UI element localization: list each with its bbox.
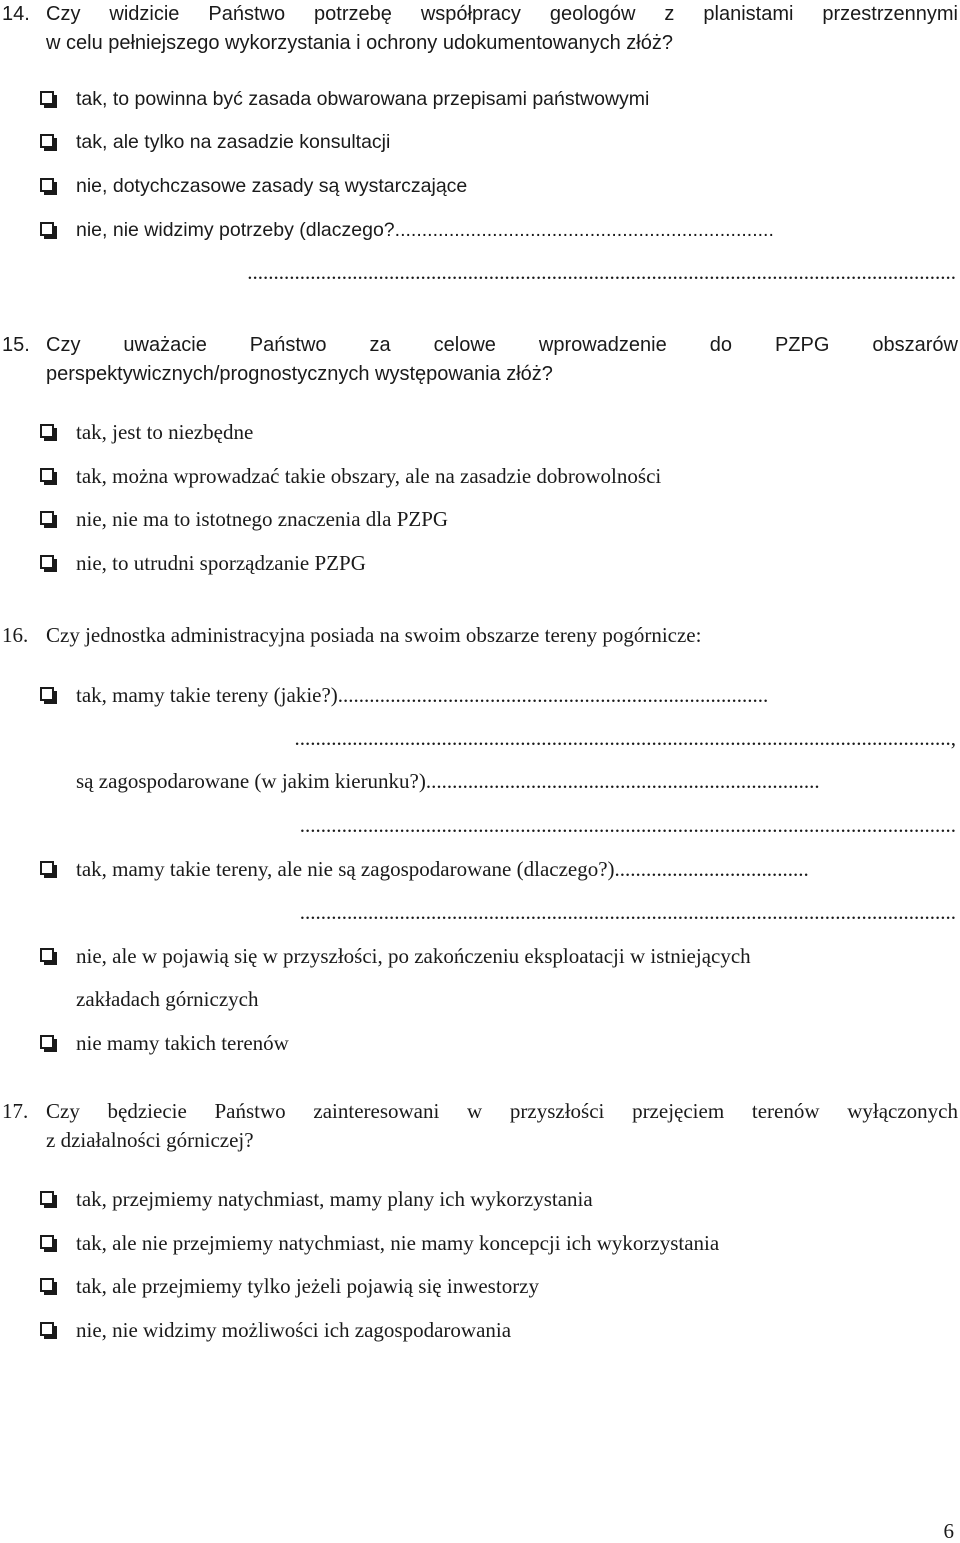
question-text-line: perspektywicznych/prognostycznych występowania złóż? xyxy=(46,363,553,385)
question-16 xyxy=(0,621,958,650)
question-text-line: Czy widzicie Państwo potrzebę współpracy geologów z planistami przestrzennymi xyxy=(46,3,958,25)
answer-dotted-line[interactable]: ............................................................................................................................., xyxy=(294,726,956,750)
option-label: zakładach górniczych xyxy=(76,987,259,1011)
option-label: nie, to utrudni sporządzanie PZPG xyxy=(76,551,366,575)
question-text-line: Czy będziecie Państwo zainteresowani w przyszłości przejęciem terenów wyłączonych xyxy=(46,1099,958,1123)
option-label: nie, nie ma to istotnego znaczenia dla PZPG xyxy=(76,507,449,531)
checkbox-icon[interactable] xyxy=(40,1278,54,1292)
option-subline xyxy=(40,767,956,796)
checkbox-icon[interactable] xyxy=(40,1191,54,1205)
option-label: tak, ale tylko na zasadzie konsultacji xyxy=(76,131,391,153)
question-number: 17. xyxy=(2,1099,29,1123)
checkbox-icon[interactable] xyxy=(40,511,54,525)
checkbox-icon[interactable] xyxy=(40,178,54,192)
option-checkbox[interactable] xyxy=(40,855,956,884)
option-checkbox[interactable] xyxy=(40,1272,956,1301)
option-label: są zagospodarowane (w jakim kierunku?)........................................................................... xyxy=(76,769,820,793)
option-label: nie, dotychczasowe zasady są wystarczające xyxy=(76,175,468,197)
option-label: nie mamy takich terenów xyxy=(76,1031,289,1055)
option-label: tak, mamy takie tereny, ale nie są zagospodarowane (dlaczego?)..................................... xyxy=(76,857,809,881)
option-label: nie, nie widzimy możliwości ich zagospodarowania xyxy=(76,1318,512,1342)
option-checkbox[interactable] xyxy=(40,681,956,710)
question-15 xyxy=(0,331,958,389)
answer-dotted-line[interactable]: ....................................................................................................................................... xyxy=(247,260,956,284)
checkbox-icon[interactable] xyxy=(40,555,54,569)
question-number: 14. xyxy=(2,3,30,25)
checkbox-icon[interactable] xyxy=(40,134,54,148)
option-label: tak, to powinna być zasada obwarowana przepisami państwowymi xyxy=(76,88,650,110)
question-text-line: w celu pełniejszego wykorzystania i ochrony udokumentowanych złóż? xyxy=(46,32,673,54)
question-17 xyxy=(0,1097,958,1155)
option-label: tak, ale nie przejmiemy natychmiast, nie mamy koncepcji ich wykorzystania xyxy=(76,1231,720,1255)
question-text-line: Czy jednostka administracyjna posiada na swoim obszarze tereny pogórnicze: xyxy=(46,623,702,647)
question-number: 15. xyxy=(2,334,30,356)
option-checkbox[interactable] xyxy=(40,128,956,157)
option-checkbox[interactable] xyxy=(40,462,956,491)
question-text-line: z działalności górniczej? xyxy=(46,1128,254,1152)
checkbox-icon[interactable] xyxy=(40,424,54,438)
question-text-line: Czy uważacie Państwo za celowe wprowadzenie do PZPG obszarów xyxy=(46,334,958,356)
option-checkbox[interactable] xyxy=(40,549,956,578)
option-checkbox[interactable] xyxy=(40,1185,956,1214)
option-label: tak, mamy takie tereny (jakie?).................................................................................. xyxy=(76,683,769,707)
option-label: tak, ale przejmiemy tylko jeżeli pojawią się inwestorzy xyxy=(76,1274,540,1298)
option-label: tak, przejmiemy natychmiast, mamy plany ich wykorzystania xyxy=(76,1187,593,1211)
checkbox-icon[interactable] xyxy=(40,1235,54,1249)
option-label: nie, ale w pojawią się w przyszłości, po zakończeniu eksploatacji w istniejących xyxy=(76,944,751,968)
checkbox-icon[interactable] xyxy=(40,948,54,962)
checkbox-icon[interactable] xyxy=(40,687,54,701)
checkbox-icon[interactable] xyxy=(40,861,54,875)
option-label: tak, jest to niezbędne xyxy=(76,420,254,444)
option-checkbox[interactable] xyxy=(40,1316,956,1345)
checkbox-icon[interactable] xyxy=(40,91,54,105)
checkbox-icon[interactable] xyxy=(40,1322,54,1336)
option-label: tak, można wprowadzać takie obszary, ale na zasadzie dobrowolności xyxy=(76,464,662,488)
checkbox-icon[interactable] xyxy=(40,222,54,236)
option-checkbox[interactable] xyxy=(40,505,956,534)
option-checkbox[interactable] xyxy=(40,418,956,447)
answer-dotted-line[interactable]: ............................................................................................................................. xyxy=(299,900,956,924)
option-checkbox[interactable] xyxy=(40,1029,956,1058)
checkbox-icon[interactable] xyxy=(40,468,54,482)
option-checkbox[interactable] xyxy=(40,85,956,114)
answer-dotted-line[interactable]: ............................................................................................................................. xyxy=(299,813,956,837)
option-checkbox[interactable] xyxy=(40,942,956,971)
option-label: nie, nie widzimy potrzeby (dlaczego?...................................................................... xyxy=(76,219,774,241)
page-number: 6 xyxy=(943,1519,954,1543)
option-checkbox[interactable] xyxy=(40,172,956,201)
checkbox-icon[interactable] xyxy=(40,1035,54,1049)
question-14 xyxy=(0,0,958,58)
option-subline xyxy=(40,985,956,1014)
option-checkbox[interactable] xyxy=(40,216,956,245)
question-number: 16. xyxy=(2,623,29,647)
option-checkbox[interactable] xyxy=(40,1229,956,1258)
